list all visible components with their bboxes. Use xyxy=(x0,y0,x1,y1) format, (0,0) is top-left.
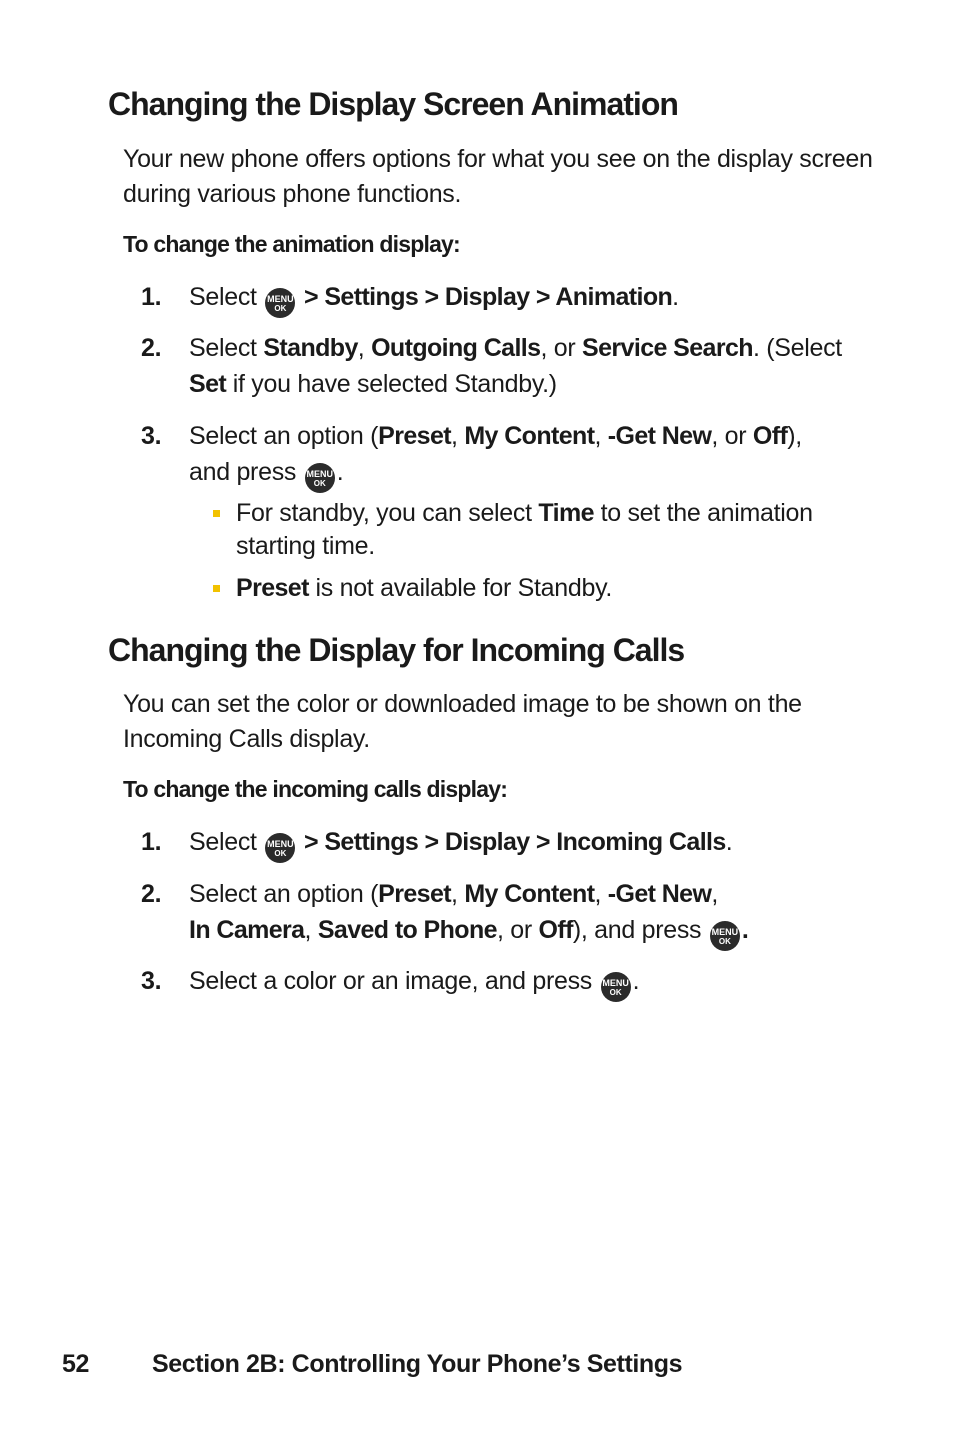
intro-incoming-calls: You can set the color or downloaded image to be shown on the Incoming Calls display. xyxy=(123,690,802,753)
menu-ok-key-icon: MENU OK xyxy=(265,833,295,863)
footer-section-title: Section 2B: Controlling Your Phone’s Settings xyxy=(152,1350,683,1378)
menu-ok-key-icon: MENU OK xyxy=(265,288,295,318)
bullet-square-icon xyxy=(213,510,220,517)
incoming-step-3: 3. Select a color or an image, and press MENU OK . xyxy=(141,963,871,1002)
animation-step-3: 3. Select an option (Preset, My Content, -Get New, or Off), and press MENU OK . xyxy=(141,418,871,493)
menu-ok-key-icon: MENU OK xyxy=(305,463,335,493)
section-title-animation: Changing the Display Screen Animation xyxy=(108,86,678,122)
animation-step-2: 2. Select Standby, Outgoing Calls, or Service Search. (Select Set if you have selected Standby.) xyxy=(141,334,842,398)
section-title-incoming-calls: Changing the Display for Incoming Calls xyxy=(108,632,685,668)
lead-incoming-calls: To change the incoming calls display: xyxy=(123,776,508,802)
animation-bullet-1: For standby, you can select Time to set the animation starting time. xyxy=(210,497,870,563)
bullet-square-icon xyxy=(213,585,220,592)
lead-animation: To change the animation display: xyxy=(123,231,460,257)
menu-ok-key-icon: MENU OK xyxy=(710,921,740,951)
menu-ok-key-icon: MENU OK xyxy=(601,972,631,1002)
animation-step-1: 1. Select MENU OK > Settings > Display > Animation. xyxy=(141,279,871,318)
incoming-step-2: 2. Select an option (Preset, My Content, -Get New, In Camera, Saved to Phone, or Off), and press MENU OK . xyxy=(141,876,871,951)
animation-bullet-2: Preset is not available for Standby. xyxy=(210,572,870,605)
incoming-step-1: 1. Select MENU OK > Settings > Display > Incoming Calls. xyxy=(141,824,871,863)
intro-animation: Your new phone offers options for what you see on the display screen during various phone functions. xyxy=(123,145,873,208)
page-number: 52 xyxy=(62,1350,90,1378)
